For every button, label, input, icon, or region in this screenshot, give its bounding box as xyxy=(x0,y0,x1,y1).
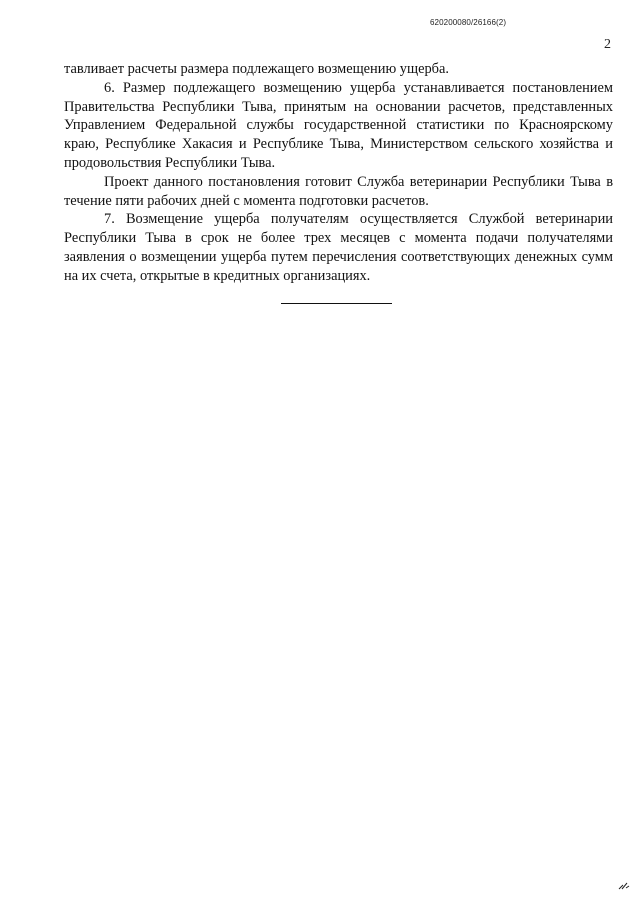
page-number: 2 xyxy=(604,37,611,52)
handwritten-mark-icon xyxy=(618,881,630,891)
paragraph-item-7: 7. Возмещение ущерба получателям осуществляется Службой ветеринарии Республики Тыва в срок не более трех месяцев с момента подачи получателями заявления о возмещении ущерба путем перечисления соответствующих денежных сумм на их счета, открытые в кредитных организациях. xyxy=(64,211,613,284)
paragraph-item-6: 6. Размер подлежащего возмещению ущерба устанавливается постановлением Правительства Республики Тыва, принятым на основании расчетов, представленных Управлением Федеральной службы государственной статистики по Красноярскому краю, Республике Хакасия и Республике Тыва, Министерством сельского хозяйства и продовольствия Республики Тыва. xyxy=(64,79,613,171)
paragraph-continuation: тавливает расчеты размера подлежащего возмещению ущерба. xyxy=(64,61,449,77)
end-of-text-rule xyxy=(281,303,392,304)
document-body xyxy=(64,60,613,286)
paragraph-draft-note: Проект данного постановления готовит Служба ветеринарии Республики Тыва в течение пяти рабочих дней с момента подготовки расчетов. xyxy=(64,173,613,209)
document-id: 620200080/26166(2) xyxy=(430,18,507,27)
